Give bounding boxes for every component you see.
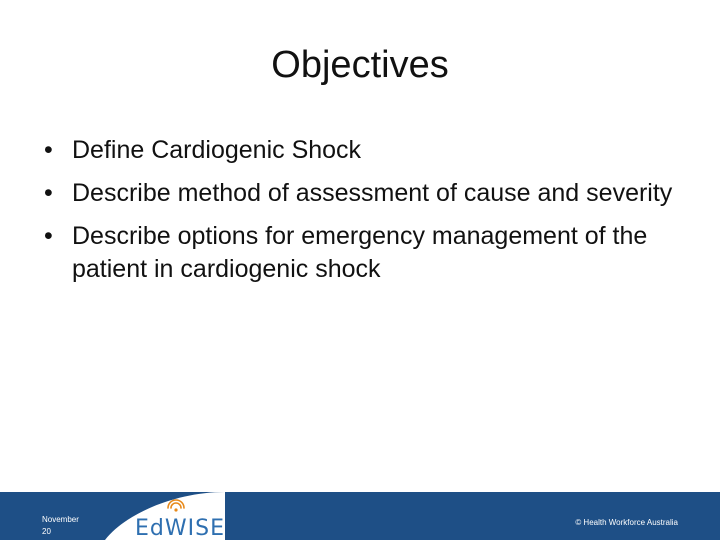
- edwise-logo-text: EdWISE: [135, 516, 225, 541]
- footer-date: [42, 514, 102, 538]
- bullet-text: Describe method of assessment of cause and severity: [72, 179, 673, 207]
- bullet-dot-icon: •: [44, 222, 53, 250]
- footer-date-day: 20: [42, 527, 51, 536]
- list-item: [44, 177, 684, 210]
- objectives-list: [44, 134, 684, 296]
- bullet-text: Describe options for emergency management of the patient in cardiogenic shock: [72, 222, 648, 283]
- copyright-text: © Health Workforce Australia: [575, 518, 678, 527]
- footer-date-month: November: [42, 515, 79, 524]
- bullet-dot-icon: •: [44, 179, 53, 207]
- slide-title: Objectives: [271, 44, 449, 86]
- list-item: [44, 134, 684, 167]
- bullet-text: Define Cardiogenic Shock: [72, 136, 362, 164]
- bullet-dot-icon: •: [44, 136, 53, 164]
- list-item: [44, 220, 684, 286]
